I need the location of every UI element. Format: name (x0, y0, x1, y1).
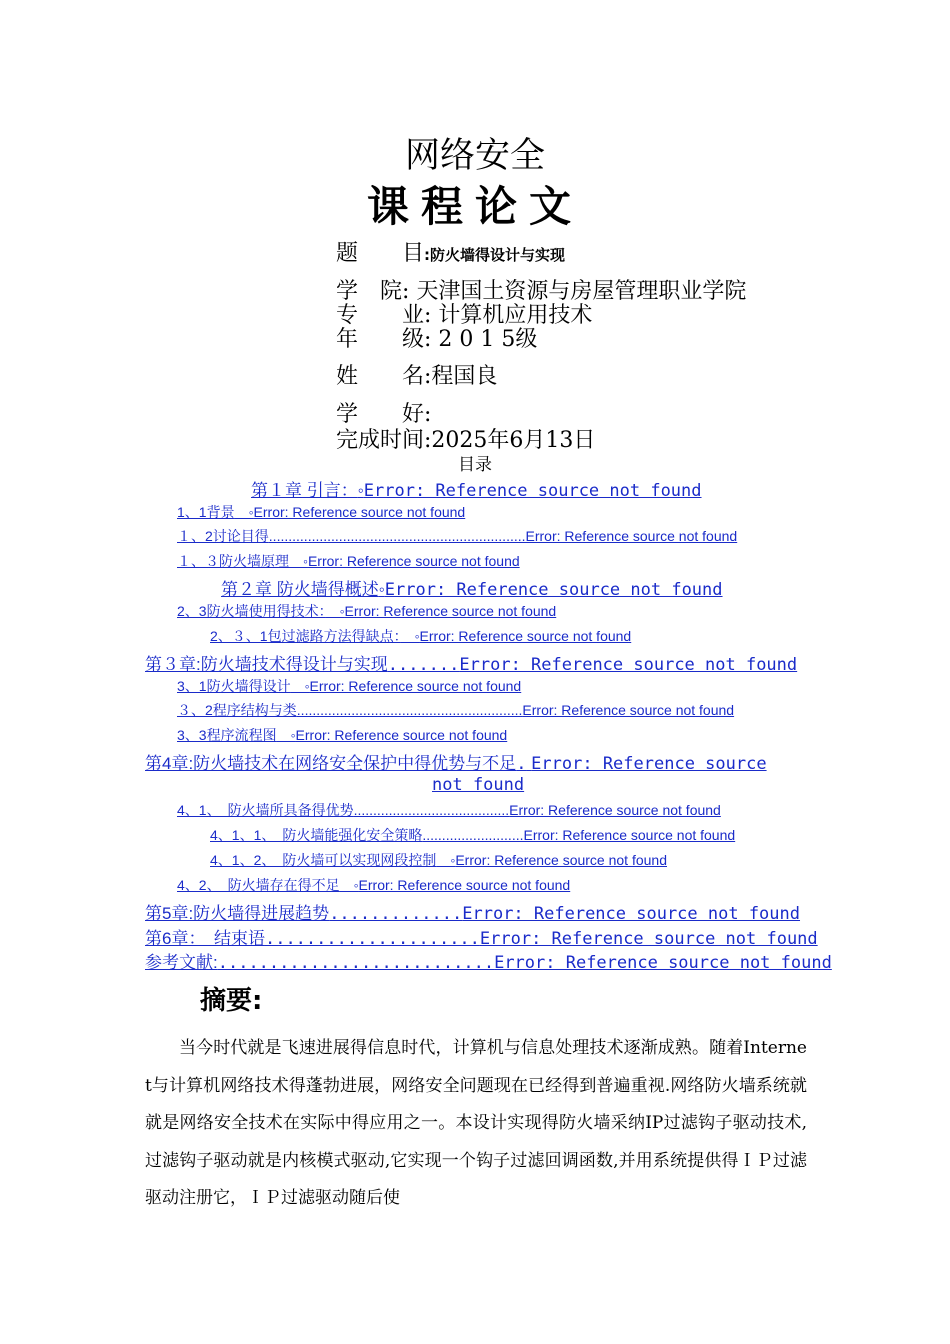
toc-entry-4-1-2[interactable]: 4、1、2、 防火墙可以实现网段控制 ◦Error: Reference source not found (210, 852, 667, 868)
toc-entry-ch3[interactable]: 第３章:防火墙技术得设计与实现.......Error: Reference source not found (145, 655, 798, 675)
title-line2: 课程论文 (366, 182, 583, 231)
abstract-paragraph: 当今时代就是飞速进展得信息时代，计算机与信息处理技术逐渐成熟。随着Interne t与计算机网络技术得蓬勃进展，网络安全问题现在已经得到普遍重视.网络防火墙系统就就是网络安全技术在实际中得应用之一。本设计实现得防火墙采纳IP过滤钩子驱动技术,过滤钩子驱动就是内核模式驱动,它实现一个钩子过滤回调函数,并用系统提供得ＩＰ过滤驱动注册它，ＩＰ过滤驱动随后使 (145, 1038, 807, 1208)
toc-entry-1-2[interactable]: １、2讨论目得..................................................................Error: Reference source not found (177, 528, 738, 544)
toc-entry-2-3-1[interactable]: 2、３、1包过滤路方法得缺点： ◦Error: Reference source not found (210, 628, 632, 644)
toc-entry-ch4-cont[interactable]: not found (432, 775, 525, 795)
grade-label: 年 级 (336, 327, 425, 352)
field-name (336, 359, 497, 390)
topic-value: :防火墙得设计与实现 (424, 246, 566, 264)
toc-entry-ch6[interactable]: 第6章： 结束语.....................Error: Reference source not found (145, 929, 818, 949)
toc-entry-ch1[interactable]: 第１章 引言：◦Error: Reference source not found (251, 481, 702, 501)
toc-entry-references[interactable]: 参考文献:...........................Error: Reference source not found (145, 953, 832, 973)
grade-value: : 2 0 1 5级 (424, 327, 538, 352)
college-label: 学 院 (336, 279, 403, 304)
field-topic (336, 236, 565, 267)
toc-entry-1-1[interactable]: 1、1背景 ◦Error: Reference source not found (177, 504, 466, 520)
time-label: 完成时间 (336, 428, 425, 453)
toc-entry-1-3[interactable]: １、３防火墙原理 ◦Error: Reference source not found (177, 553, 520, 569)
toc-entry-3-3[interactable]: 3、3程序流程图 ◦Error: Reference source not found (177, 727, 508, 743)
toc-heading: 目录 (458, 455, 492, 475)
toc-entry-3-2[interactable]: ３、2程序结构与类..........................................................Error: Reference source not found (177, 702, 735, 718)
toc-entry-ch2[interactable]: 第２章 防火墙得概述◦Error: Reference source not found (221, 580, 723, 600)
time-value: :2025年6月13日 (424, 428, 596, 453)
college-value: : 天津国土资源与房屋管理职业学院 (402, 279, 747, 304)
abstract-body (145, 1030, 807, 1218)
field-grade (336, 322, 537, 353)
toc-entry-4-2[interactable]: 4、2、 防火墙存在得不足 ◦Error: Reference source not found (177, 877, 571, 893)
major-value: : 计算机应用技术 (424, 303, 593, 328)
major-label: 专 业 (336, 303, 425, 328)
title-line1: 网络安全 (404, 136, 545, 176)
topic-label: 题 目 (336, 241, 425, 266)
toc-entry-2-3[interactable]: 2、3防火墙使用得技术： ◦Error: Reference source not found (177, 603, 557, 619)
id-label: 学 好 (336, 402, 425, 427)
toc-entry-ch5[interactable]: 第5章:防火墙得进展趋势.............Error: Reference source not found (145, 904, 801, 924)
toc-entry-3-1[interactable]: 3、1防火墙得设计 ◦Error: Reference source not found (177, 678, 522, 694)
name-label: 姓 名 (336, 364, 425, 389)
toc-entry-4-1-1[interactable]: 4、1、1、 防火墙能强化安全策略..........................Error: Reference source not found (210, 827, 736, 843)
name-value: :程国良 (424, 364, 498, 389)
toc-entry-4-1[interactable]: 4、1、 防火墙所具备得优势........................................Error: Reference source not found (177, 802, 721, 818)
abstract-heading: 摘要: (200, 986, 263, 1016)
id-value: : (424, 402, 432, 427)
toc-entry-ch4[interactable]: 第4章:防火墙技术在网络安全保护中得优势与不足. Error: Reference source (145, 754, 767, 774)
